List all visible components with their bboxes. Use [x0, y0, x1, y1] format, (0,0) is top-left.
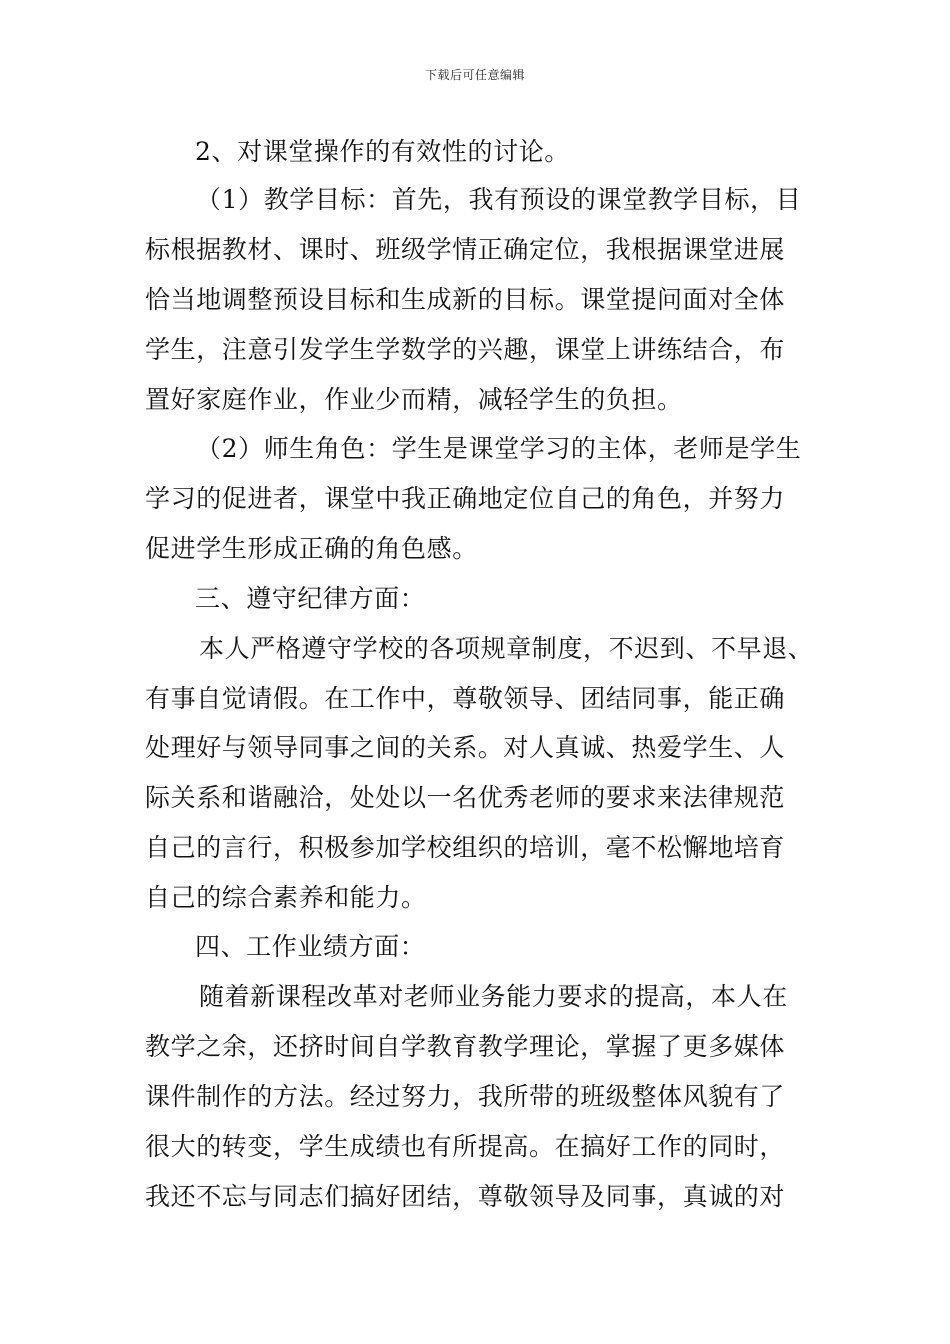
text-line: 我还不忘与同志们搞好团结，尊敬领导及同事，真诚的对: [145, 1182, 786, 1211]
text-line: 学生，注意引发学生学数学的兴趣，课堂上讲练结合，布: [145, 335, 786, 364]
page-header: 下载后可任意编辑: [424, 68, 525, 82]
text-line: 自己的综合素养和能力。: [145, 883, 427, 912]
text-line: 置好家庭作业，作业少而精，减轻学生的负担。: [145, 385, 683, 414]
text-line: 课件制作的方法。经过努力，我所带的班级整体风貌有了: [145, 1082, 786, 1111]
text-line: 处理好与领导同事之间的关系。对人真诚、热爱学生、人: [145, 733, 786, 762]
text-line: 恰当地调整预设目标和生成新的目标。课堂提问面对全体: [145, 285, 786, 314]
section-heading: 四、工作业绩方面：: [195, 932, 426, 961]
text-line: （1）教学目标：首先，我有预设的课堂教学目标，目: [196, 185, 802, 214]
text-line: 很大的转变，学生成绩也有所提高。在搞好工作的同时，: [145, 1132, 786, 1161]
text-line: 促进学生形成正确的角色感。: [145, 534, 478, 563]
text-line: 随着新课程改革对老师业务能力要求的提高，本人在: [199, 982, 788, 1011]
text-line: 学习的促进者，课堂中我正确地定位自己的角色，并努力: [145, 484, 786, 513]
text-line: 2、对课堂操作的有效性的讨论。: [195, 137, 570, 166]
text-line: 际关系和谐融洽，处处以一名优秀老师的要求来法律规范: [145, 783, 786, 812]
text-line: 本人严格遵守学校的各项规章制度，不迟到、不早退、: [199, 634, 814, 663]
text-line: （2）师生角色：学生是课堂学习的主体，老师是学生: [196, 434, 802, 463]
section-heading: 三、遵守纪律方面：: [195, 584, 426, 613]
text-line: 教学之余，还挤时间自学教育教学理论，掌握了更多媒体: [145, 1032, 786, 1061]
text-line: 有事自觉请假。在工作中，尊敬领导、团结同事，能正确: [145, 684, 786, 713]
text-line: 标根据教材、课时、班级学情正确定位，我根据课堂进展: [145, 235, 786, 264]
text-line: 自己的言行，积极参加学校组织的培训，毫不松懈地培育: [145, 833, 786, 862]
